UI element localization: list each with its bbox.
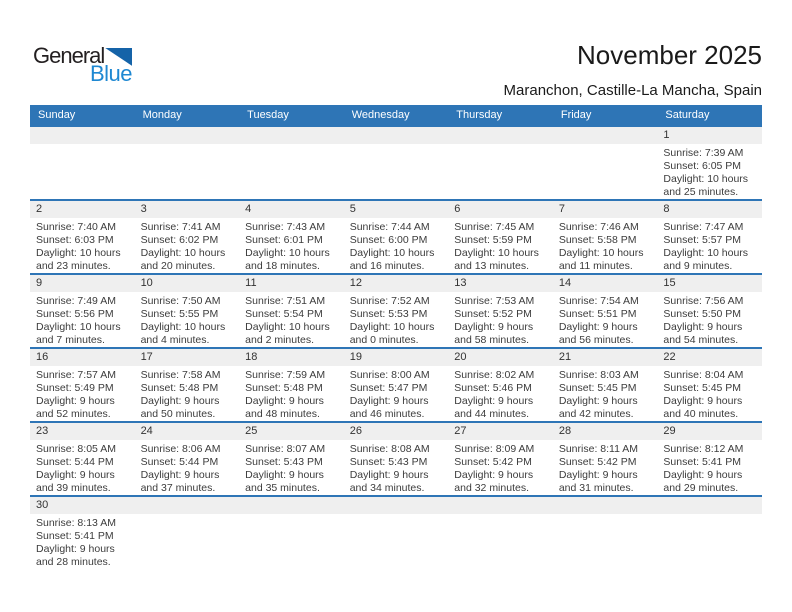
day-cell-13	[448, 275, 553, 347]
detail-line: Daylight: 9 hours	[663, 469, 743, 481]
day-details	[239, 440, 344, 495]
detail-line: Daylight: 10 hours	[349, 247, 435, 259]
day-details	[448, 366, 553, 421]
day-number: 20	[448, 349, 553, 366]
detail-line: and 25 minutes.	[663, 186, 739, 198]
day-details	[30, 440, 135, 495]
detail-line: and 56 minutes.	[558, 334, 634, 346]
day-cell-15	[657, 275, 762, 347]
detail-line: Sunset: 5:54 PM	[245, 308, 323, 320]
detail-line: Sunset: 5:41 PM	[663, 456, 742, 468]
week-row	[30, 199, 762, 273]
day-cell-24	[135, 423, 240, 495]
detail-line: and 23 minutes.	[36, 260, 111, 272]
day-details	[135, 218, 240, 273]
day-cell-28	[553, 423, 658, 495]
detail-line: Sunrise: 8:00 AM	[349, 369, 430, 381]
detail-line: Daylight: 10 hours	[349, 321, 435, 333]
day-details	[448, 440, 553, 495]
day-number: 25	[239, 423, 344, 440]
day-number: 24	[135, 423, 240, 440]
detail-line: Sunrise: 7:56 AM	[663, 295, 744, 307]
detail-line: Sunrise: 8:11 AM	[558, 443, 639, 455]
detail-line: Sunset: 5:43 PM	[245, 456, 323, 468]
detail-line: Sunrise: 7:41 AM	[140, 221, 221, 233]
day-number: 4	[239, 201, 344, 218]
day-number: 18	[239, 349, 344, 366]
day-number	[448, 497, 553, 514]
detail-line: Daylight: 9 hours	[36, 469, 115, 481]
detail-line: and 7 minutes.	[36, 334, 105, 346]
day-details	[657, 366, 762, 421]
detail-line: Sunset: 5:41 PM	[36, 530, 114, 542]
detail-line: and 28 minutes.	[36, 556, 111, 568]
detail-line: Sunrise: 7:52 AM	[349, 295, 430, 307]
day-details	[657, 292, 762, 347]
day-number: 22	[657, 349, 762, 366]
detail-line: Daylight: 9 hours	[36, 395, 115, 407]
day-details	[30, 292, 135, 347]
day-cell-empty	[553, 497, 658, 569]
detail-line: Sunrise: 8:09 AM	[454, 443, 535, 455]
detail-line: Sunset: 6:00 PM	[349, 234, 428, 246]
detail-line: Sunrise: 7:53 AM	[454, 295, 535, 307]
day-number: 7	[553, 201, 658, 218]
detail-line: and 9 minutes.	[663, 260, 733, 272]
day-number: 19	[344, 349, 449, 366]
calendar-weeks	[30, 125, 762, 569]
detail-line: Sunset: 5:42 PM	[454, 456, 532, 468]
day-number	[30, 127, 135, 144]
detail-line: Sunrise: 7:43 AM	[245, 221, 326, 233]
day-cell-14	[553, 275, 658, 347]
detail-line: Sunset: 5:45 PM	[558, 382, 637, 394]
detail-line: Daylight: 9 hours	[140, 395, 220, 407]
day-cell-25	[239, 423, 344, 495]
day-details	[239, 144, 344, 147]
day-cell-19	[344, 349, 449, 421]
day-number: 14	[553, 275, 658, 292]
day-details	[30, 514, 135, 569]
detail-line: Sunset: 5:53 PM	[349, 308, 428, 320]
detail-line: Sunset: 5:47 PM	[349, 382, 428, 394]
detail-line: Daylight: 9 hours	[36, 543, 115, 555]
day-cell-8	[657, 201, 762, 273]
detail-line: Daylight: 10 hours	[245, 247, 330, 259]
day-cell-empty	[553, 127, 658, 199]
detail-line: Daylight: 10 hours	[663, 247, 749, 259]
detail-line: Daylight: 9 hours	[349, 395, 429, 407]
detail-line: and 39 minutes.	[36, 482, 111, 494]
day-number: 5	[344, 201, 449, 218]
day-cell-6	[448, 201, 553, 273]
detail-line: Sunset: 5:45 PM	[663, 382, 742, 394]
detail-line: and 46 minutes.	[349, 408, 425, 420]
detail-line: Sunset: 5:50 PM	[663, 308, 742, 320]
detail-line: Sunrise: 7:46 AM	[558, 221, 639, 233]
detail-line: and 0 minutes.	[349, 334, 419, 346]
day-number: 10	[135, 275, 240, 292]
detail-line: and 50 minutes.	[140, 408, 216, 420]
detail-line: Sunrise: 7:44 AM	[349, 221, 430, 233]
detail-line: Daylight: 9 hours	[140, 469, 220, 481]
detail-line: Sunset: 5:51 PM	[558, 308, 637, 320]
day-number	[135, 127, 240, 144]
detail-line: Daylight: 9 hours	[454, 321, 534, 333]
day-number	[344, 127, 449, 144]
day-cell-empty	[30, 127, 135, 199]
day-cell-empty	[448, 127, 553, 199]
detail-line: Sunrise: 8:12 AM	[663, 443, 744, 455]
detail-line: and 20 minutes.	[140, 260, 216, 272]
detail-line: Sunset: 5:52 PM	[454, 308, 532, 320]
day-details	[448, 144, 553, 147]
day-cell-empty	[135, 497, 240, 569]
day-cell-11	[239, 275, 344, 347]
day-details	[344, 440, 449, 495]
week-row	[30, 347, 762, 421]
day-cell-30	[30, 497, 135, 569]
day-cell-9	[30, 275, 135, 347]
day-number: 9	[30, 275, 135, 292]
detail-line: and 13 minutes.	[454, 260, 529, 272]
detail-line: and 32 minutes.	[454, 482, 529, 494]
day-details	[135, 440, 240, 495]
day-details	[657, 514, 762, 517]
day-cell-1	[657, 127, 762, 199]
day-number: 12	[344, 275, 449, 292]
day-details	[553, 292, 658, 347]
detail-line: Sunset: 5:57 PM	[663, 234, 742, 246]
day-number: 26	[344, 423, 449, 440]
detail-line: Sunrise: 8:03 AM	[558, 369, 639, 381]
day-cell-16	[30, 349, 135, 421]
day-details	[344, 144, 449, 147]
detail-line: Daylight: 10 hours	[140, 321, 226, 333]
day-cell-27	[448, 423, 553, 495]
detail-line: and 54 minutes.	[663, 334, 739, 346]
detail-line: and 48 minutes.	[245, 408, 320, 420]
day-number: 23	[30, 423, 135, 440]
detail-line: Sunrise: 7:47 AM	[663, 221, 744, 233]
day-number: 15	[657, 275, 762, 292]
day-number: 28	[553, 423, 658, 440]
page-title: November 2025	[577, 40, 762, 70]
weekday-header-wednesday: Wednesday	[351, 109, 410, 121]
detail-line: Sunset: 5:58 PM	[558, 234, 637, 246]
day-details	[135, 144, 240, 147]
logo-text-general: General	[33, 43, 105, 68]
day-number: 6	[448, 201, 553, 218]
day-cell-22	[657, 349, 762, 421]
detail-line: and 11 minutes.	[558, 260, 633, 272]
detail-line: Sunrise: 8:08 AM	[349, 443, 430, 455]
detail-line: Sunrise: 7:51 AM	[245, 295, 326, 307]
day-cell-empty	[448, 497, 553, 569]
day-number: 3	[135, 201, 240, 218]
day-number: 13	[448, 275, 553, 292]
day-number: 30	[30, 497, 135, 514]
detail-line: Sunrise: 8:05 AM	[36, 443, 116, 455]
detail-line: Daylight: 9 hours	[663, 395, 743, 407]
day-details	[30, 218, 135, 273]
day-details	[239, 366, 344, 421]
detail-line: Daylight: 10 hours	[558, 247, 644, 259]
day-details	[135, 366, 240, 421]
detail-line: Daylight: 10 hours	[663, 173, 749, 185]
detail-line: and 42 minutes.	[558, 408, 634, 420]
detail-line: Daylight: 10 hours	[36, 321, 121, 333]
day-details	[657, 144, 762, 199]
day-cell-empty	[135, 127, 240, 199]
day-cell-12	[344, 275, 449, 347]
day-number: 29	[657, 423, 762, 440]
detail-line: Sunset: 5:44 PM	[36, 456, 114, 468]
detail-line: and 44 minutes.	[454, 408, 529, 420]
day-cell-21	[553, 349, 658, 421]
detail-line: Daylight: 9 hours	[558, 395, 638, 407]
day-cell-29	[657, 423, 762, 495]
calendar	[30, 105, 762, 569]
day-details	[239, 218, 344, 273]
weekday-header-thursday: Thursday	[456, 109, 503, 121]
page-subtitle: Maranchon, Castille-La Mancha, Spain	[503, 82, 762, 99]
day-details	[344, 366, 449, 421]
detail-line: Sunset: 6:05 PM	[663, 160, 742, 172]
detail-line: Sunrise: 7:59 AM	[245, 369, 326, 381]
week-row	[30, 273, 762, 347]
day-cell-3	[135, 201, 240, 273]
detail-line: Sunrise: 7:54 AM	[558, 295, 639, 307]
detail-line: and 16 minutes.	[349, 260, 425, 272]
day-number: 16	[30, 349, 135, 366]
detail-line: and 40 minutes.	[663, 408, 739, 420]
day-details	[135, 292, 240, 347]
day-cell-17	[135, 349, 240, 421]
weekday-header-monday: Monday	[142, 109, 182, 121]
day-cell-7	[553, 201, 658, 273]
weekday-header-friday: Friday	[560, 109, 592, 121]
detail-line: Sunrise: 7:39 AM	[663, 147, 744, 159]
detail-line: and 4 minutes.	[140, 334, 210, 346]
day-number	[239, 497, 344, 514]
detail-line: Daylight: 9 hours	[349, 469, 429, 481]
day-number: 2	[30, 201, 135, 218]
detail-line: Daylight: 9 hours	[245, 469, 324, 481]
day-cell-empty	[344, 127, 449, 199]
day-details	[553, 218, 658, 273]
day-details	[344, 292, 449, 347]
detail-line: Sunset: 5:43 PM	[349, 456, 428, 468]
detail-line: Daylight: 9 hours	[558, 321, 638, 333]
detail-line: and 35 minutes.	[245, 482, 320, 494]
detail-line: Sunset: 5:42 PM	[558, 456, 637, 468]
detail-line: Daylight: 10 hours	[36, 247, 121, 259]
day-cell-23	[30, 423, 135, 495]
detail-line: Sunrise: 7:40 AM	[36, 221, 116, 233]
detail-line: Daylight: 9 hours	[454, 469, 534, 481]
detail-line: Daylight: 9 hours	[454, 395, 534, 407]
day-number	[239, 127, 344, 144]
weekday-header-row	[30, 105, 762, 125]
detail-line: Sunset: 5:46 PM	[454, 382, 532, 394]
detail-line: and 2 minutes.	[245, 334, 315, 346]
detail-line: Sunset: 6:01 PM	[245, 234, 323, 246]
detail-line: Sunset: 5:55 PM	[140, 308, 219, 320]
day-cell-empty	[657, 497, 762, 569]
day-number	[135, 497, 240, 514]
detail-line: and 18 minutes.	[245, 260, 320, 272]
detail-line: Daylight: 10 hours	[140, 247, 226, 259]
detail-line: and 52 minutes.	[36, 408, 111, 420]
detail-line: Daylight: 9 hours	[245, 395, 324, 407]
detail-line: Sunrise: 8:06 AM	[140, 443, 221, 455]
detail-line: and 29 minutes.	[663, 482, 739, 494]
day-details	[344, 218, 449, 273]
detail-line: Sunrise: 7:58 AM	[140, 369, 221, 381]
day-number	[448, 127, 553, 144]
day-cell-empty	[344, 497, 449, 569]
detail-line: Sunrise: 7:50 AM	[140, 295, 221, 307]
day-details	[448, 514, 553, 517]
detail-line: Daylight: 10 hours	[454, 247, 539, 259]
weekday-header-tuesday: Tuesday	[247, 109, 289, 121]
detail-line: Sunset: 5:49 PM	[36, 382, 114, 394]
day-number	[553, 497, 658, 514]
day-number: 1	[657, 127, 762, 144]
detail-line: Daylight: 10 hours	[245, 321, 330, 333]
day-cell-4	[239, 201, 344, 273]
detail-line: Sunset: 5:48 PM	[140, 382, 219, 394]
day-details	[553, 366, 658, 421]
general-blue-logo	[33, 45, 137, 85]
day-details	[30, 144, 135, 147]
day-cell-2	[30, 201, 135, 273]
detail-line: Sunrise: 8:04 AM	[663, 369, 744, 381]
detail-line: Sunset: 5:48 PM	[245, 382, 323, 394]
detail-line: Sunset: 5:56 PM	[36, 308, 114, 320]
detail-line: Daylight: 9 hours	[663, 321, 743, 333]
detail-line: Sunrise: 8:07 AM	[245, 443, 326, 455]
day-number	[344, 497, 449, 514]
detail-line: and 31 minutes.	[558, 482, 634, 494]
day-number	[553, 127, 658, 144]
day-number: 21	[553, 349, 658, 366]
day-details	[657, 218, 762, 273]
day-details	[553, 440, 658, 495]
day-number: 8	[657, 201, 762, 218]
detail-line: and 37 minutes.	[140, 482, 216, 494]
detail-line: Daylight: 9 hours	[558, 469, 638, 481]
day-cell-10	[135, 275, 240, 347]
weekday-header-sunday: Sunday	[38, 109, 76, 121]
detail-line: Sunrise: 8:13 AM	[36, 517, 116, 529]
day-details	[448, 218, 553, 273]
detail-line: Sunrise: 7:45 AM	[454, 221, 535, 233]
detail-line: Sunset: 6:03 PM	[36, 234, 114, 246]
day-details	[239, 292, 344, 347]
day-cell-20	[448, 349, 553, 421]
week-row	[30, 125, 762, 199]
weekday-header-saturday: Saturday	[665, 109, 710, 121]
day-details	[553, 514, 658, 517]
day-details	[344, 514, 449, 517]
detail-line: and 34 minutes.	[349, 482, 425, 494]
day-cell-empty	[239, 127, 344, 199]
day-details	[657, 440, 762, 495]
day-cell-26	[344, 423, 449, 495]
day-cell-5	[344, 201, 449, 273]
day-number: 11	[239, 275, 344, 292]
day-cell-18	[239, 349, 344, 421]
day-number: 17	[135, 349, 240, 366]
logo-text-blue: Blue	[89, 61, 132, 86]
day-number	[657, 497, 762, 514]
day-number: 27	[448, 423, 553, 440]
day-details	[239, 514, 344, 517]
week-row	[30, 421, 762, 495]
day-details	[30, 366, 135, 421]
detail-line: Sunrise: 8:02 AM	[454, 369, 535, 381]
day-details	[448, 292, 553, 347]
detail-line: and 58 minutes.	[454, 334, 529, 346]
detail-line: Sunrise: 7:57 AM	[36, 369, 116, 381]
detail-line: Sunset: 5:44 PM	[140, 456, 219, 468]
day-details	[553, 144, 658, 147]
day-details	[135, 514, 240, 517]
detail-line: Sunset: 6:02 PM	[140, 234, 219, 246]
day-cell-empty	[239, 497, 344, 569]
detail-line: Sunset: 5:59 PM	[454, 234, 532, 246]
week-row	[30, 495, 762, 569]
detail-line: Sunrise: 7:49 AM	[36, 295, 116, 307]
